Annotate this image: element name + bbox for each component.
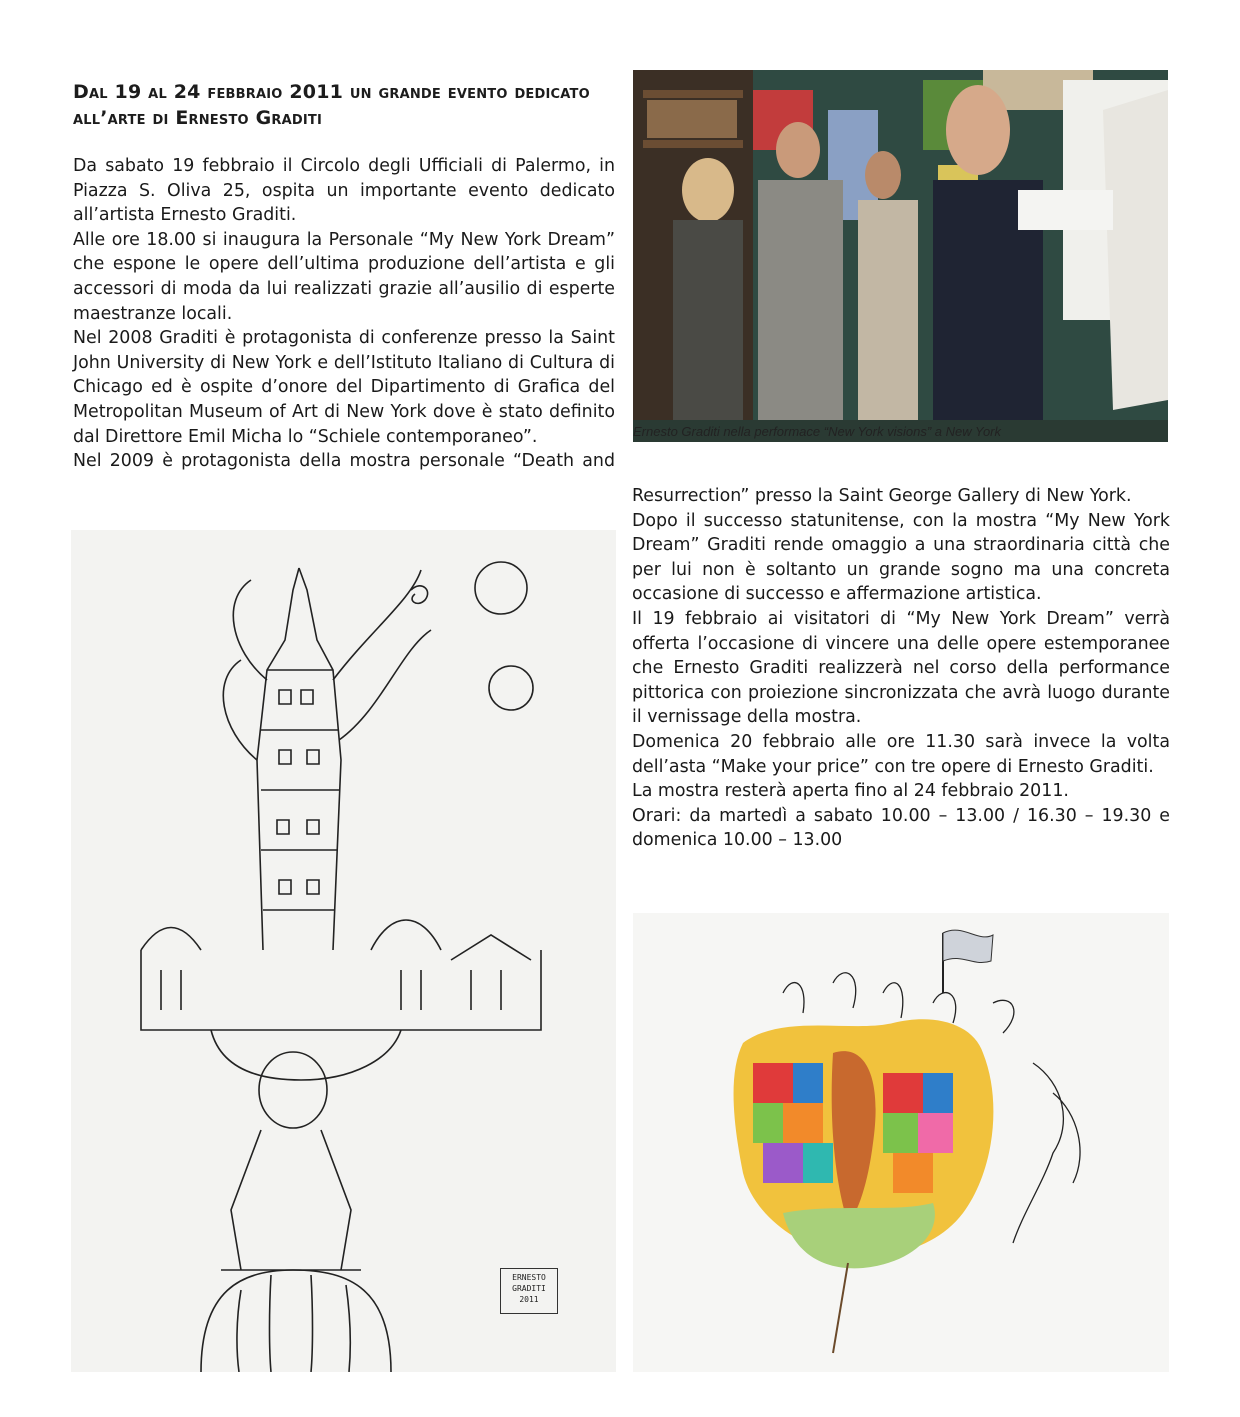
paragraph: Dopo il successo statunitense, con la mostra “My New York Dream” Graditi rende omaggio a una straordinaria città che per lui non è soltanto un grande sogno ma una concreta occasione di successo e affermazione artistica.	[632, 510, 1170, 605]
photo-caption: Ernesto Graditi nella performace “New York visions” a New York	[633, 424, 1002, 439]
paragraph: Domenica 20 febbraio alle ore 11.30 sarà invece la volta dell’asta “Make your price” con tre opere di Ernesto Graditi.	[632, 731, 1170, 777]
paragraph: Da sabato 19 febbraio il Circolo degli Ufficiali di Palermo, in Piazza S. Oliva 25, ospita un importante evento dedicato all’artista Ernesto Graditi.	[73, 156, 615, 226]
paragraph: Alle ore 18.00 si inaugura la Personale “My New York Dream” che espone le opere dell’ultima produzione dell’artista e gli accessori di moda da lui realizzati grazie all’ausilio di esperte maestranze locali.	[73, 229, 615, 324]
drawing-illustration	[71, 530, 616, 1372]
artist-signature: ERNESTO GRADITI 2011	[500, 1268, 558, 1314]
paragraph: Nel 2008 Graditi è protagonista di conferenze presso la Saint John University di New York e dell’Istituto Italiano di Cultura di Chicago ed è ospite d’onore del Dipartimento di Grafica del Metropolitan Museum of Art di New York dove è stato definito dal Direttore Emil Micha lo “Schiele contemporaneo”.	[73, 328, 615, 447]
watercolor-artwork	[633, 913, 1169, 1372]
event-photo	[633, 70, 1168, 442]
paragraph: Il 19 febbraio ai visitatori di “My New York Dream” verrà offerta l’occasione di vincere una delle opere estemporanee che Ernesto Graditi realizzerà nel corso della performance pittorica con proiezione sincronizzata che avrà luogo durante il vernissage della mostra.	[632, 608, 1170, 728]
watercolor-illustration	[633, 913, 1169, 1372]
paragraph: Nel 2009 è protagonista della mostra personale “Death and	[73, 451, 615, 472]
article-headline: Dal 19 al 24 febbraio 2011 un grande evento dedicato all’arte di Ernesto Graditi	[73, 80, 590, 129]
photo-illustration	[633, 70, 1168, 420]
ink-drawing-artwork	[71, 530, 616, 1372]
paragraph: La mostra resterà aperta fino al 24 febbraio 2011.	[632, 781, 1069, 802]
left-text-column	[73, 154, 615, 474]
right-text-column	[632, 484, 1170, 853]
paragraph: Orari: da martedì a sabato 10.00 – 13.00 / 16.30 – 19.30 e domenica 10.00 – 13.00	[632, 805, 1170, 851]
paragraph: Resurrection” presso la Saint George Gallery di New York.	[632, 486, 1132, 506]
